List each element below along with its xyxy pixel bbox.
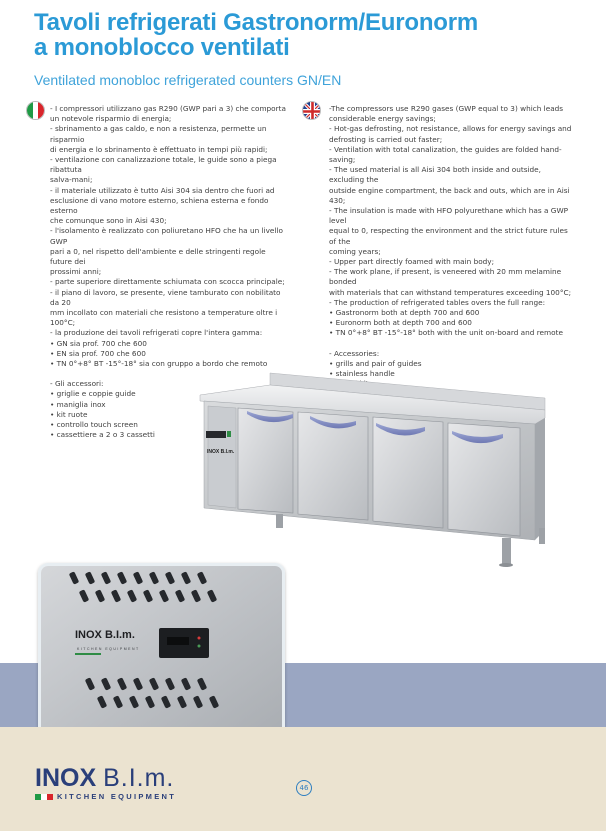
- english-text-line: coming years;: [329, 246, 381, 256]
- english-text-line: -The compressors use R290 gases (GWP equal to 3) which leads: [329, 104, 564, 113]
- italian-text-line: - sbrinamento a gas caldo, e non a resistenza, permette un risparmio: [50, 124, 267, 144]
- english-text-line: defrosting is carried out faster;: [329, 134, 443, 144]
- english-accessory-line: • grills and pair of guides: [329, 358, 422, 368]
- english-text-line: • Gastronorm both at depth 700 and 600: [329, 308, 480, 318]
- english-text-line: • TN 0°+8° BT -15°-18° both with the unit on-board and remote: [329, 328, 563, 338]
- logo-bold-text: INOX: [35, 764, 97, 792]
- english-text-line: - Upper part directly foamed with main body;: [329, 257, 495, 267]
- italian-text-line: esclusione di vano motore esterno, schiena esterna e fondo esterno: [50, 195, 269, 216]
- english-text-line: - The production of refrigerated tables overs the full range:: [329, 297, 546, 307]
- italian-accessory-line: • kit ruote: [50, 409, 88, 419]
- italian-accessory-line: • griglie e coppie guide: [50, 389, 136, 399]
- english-text-line: with materials that can withstand temperatures exceeding 100°C;: [329, 287, 572, 297]
- italian-accessory-line: - Gli accessori:: [50, 379, 104, 389]
- title-line-1: Tavoli refrigerati Gastronorm/Euronorm: [34, 9, 479, 36]
- english-text-line: - Hot-gas defrosting, not resistance, allows for energy savings and: [329, 124, 572, 134]
- italian-text-line: che comunque sono in Aisi 430;: [50, 216, 167, 226]
- english-accessory-line: - Accessories:: [329, 348, 380, 358]
- italian-accessory-line: • cassettiere a 2 o 3 cassetti: [50, 430, 155, 440]
- logo-light-text: B.I.m.: [103, 764, 175, 792]
- italian-text-line: prossimi anni;: [50, 267, 102, 277]
- english-accessory-line: • stainless handle: [329, 369, 395, 379]
- english-text-line: considerable energy savings;: [329, 114, 436, 124]
- english-text-line: - The insulation is made with HFO polyurethane which has a GWP level: [329, 206, 569, 226]
- english-text-line: - Ventilation with total canalization, the guides are folded hand-saving;: [329, 144, 562, 165]
- english-text-line: equal to 0, respecting the environment and the strict future rules of the: [329, 226, 568, 246]
- italian-text-line: - parte superiore direttamente schiumata con scocca principale;: [50, 277, 285, 287]
- english-text-line: • Euronorm both at depth 700 and 600: [329, 318, 472, 328]
- english-text-line: outside engine compartment, the back and outs, which are in Aisi 430;: [329, 185, 570, 205]
- italian-text-line: mm incollato con materiali che resistono a temperature oltre i 100°C;: [50, 308, 278, 328]
- italian-text-line: • EN sia prof. 700 che 600: [50, 348, 146, 358]
- english-text-line: - The work plane, if present, is veneered with 20 mm melamine bonded: [329, 267, 562, 287]
- italian-mini-flag-icon: [35, 794, 53, 800]
- italian-text-line: - ventilazione con canalizzazione totale, le guide sono a piega ribattuta: [50, 155, 277, 175]
- page-title: [34, 10, 594, 60]
- english-text-line: - The used material is all Aisi 304 both inside and outside, excluding the: [329, 165, 541, 185]
- italian-accessory-line: • maniglia inox: [50, 399, 106, 409]
- company-logo: [35, 765, 176, 801]
- italian-flag-icon: [26, 101, 45, 120]
- italian-text-line: • TN 0°+8° BT -15°-18° sia con gruppo a bordo che remoto: [50, 359, 268, 369]
- panel-brand-plate: [207, 449, 235, 455]
- english-description: [329, 104, 573, 410]
- italian-accessory-line: • controllo touch screen: [50, 420, 138, 430]
- photo-brand-text: INOX B.I.m.: [75, 629, 135, 641]
- page-subtitle: Ventilated monobloc refrigerated counters GN/EN: [34, 72, 342, 88]
- photo-plate-subtitle: KITCHEN EQUIPMENT: [77, 647, 140, 651]
- detail-photo: [38, 563, 285, 741]
- italian-text-line: - I compressori utilizzano gas R290 (GWP pari a 3) che comporta: [50, 104, 286, 113]
- logo-tagline: KITCHEN EQUIPMENT: [57, 792, 177, 801]
- italian-text-line: salva-mani;: [50, 175, 93, 185]
- uk-flag-icon: [302, 101, 321, 120]
- panel-brand-text: INOX B.I.m.: [207, 449, 235, 455]
- italian-text-line: - il materiale utilizzato è tutto Aisi 304 sia dentro che fuori ad: [50, 185, 275, 195]
- italian-text-line: un notevole risparmio di energia;: [50, 114, 172, 124]
- italian-text-line: - l'isolamento è realizzato con poliuretano HFO che ha un livello GWP: [50, 226, 283, 246]
- italian-text-line: - il piano di lavoro, se presente, viene tamburato con nobilitato da 20: [50, 287, 281, 307]
- refrigerated-counter-image: [190, 368, 560, 594]
- italian-text-line: di energia e lo sbrinamento è effettuato in tempi più rapidi;: [50, 144, 268, 154]
- page-number: 46: [296, 780, 312, 796]
- title-line-2: a monoblocco ventilati: [34, 34, 290, 61]
- italian-text-line: • GN sia prof. 700 che 600: [50, 338, 147, 348]
- italian-text-line: pari a 0, nel rispetto dell'ambiente e delle stringenti regole future dei: [50, 246, 266, 267]
- italian-text-line: - la produzione dei tavoli refrigerati copre l'intera gamma:: [50, 328, 263, 338]
